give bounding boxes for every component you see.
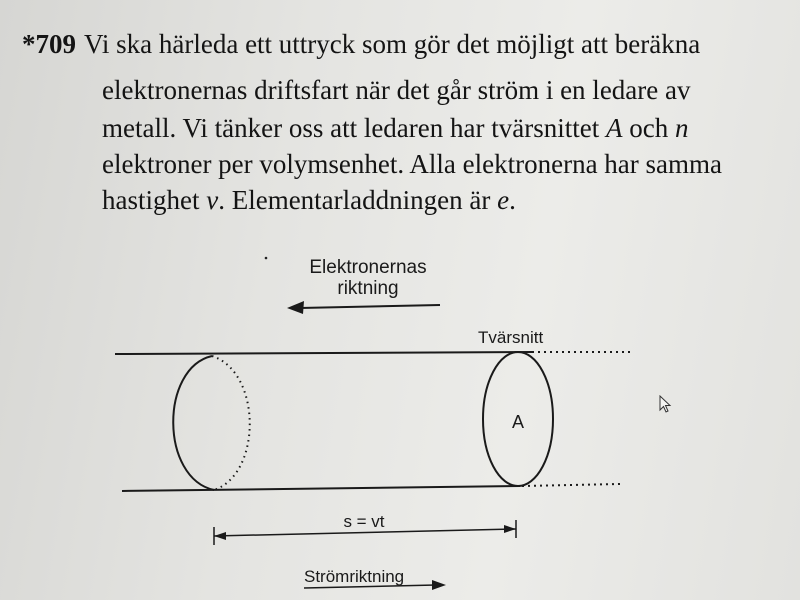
cross-section-label: Tvärsnitt xyxy=(478,328,544,347)
variable-n: n xyxy=(674,113,689,143)
area-label: A xyxy=(511,412,525,432)
problem-line-1: *709 Vi ska härleda ett uttryck som gör det möjligt att beräkna xyxy=(22,29,701,59)
left-cross-section-front xyxy=(173,356,214,490)
electron-direction-arrow-shaft xyxy=(300,305,440,308)
problem-line-2: elektronernas driftsfart när det går ström i en ledare av xyxy=(102,75,691,105)
electron-direction-arrowhead-icon xyxy=(287,301,304,314)
stray-dot xyxy=(265,257,268,260)
problem-number: *709 xyxy=(22,29,76,59)
variable-e: e xyxy=(497,185,510,215)
distance-arrowhead-left-icon xyxy=(214,532,226,540)
current-direction-label: Strömriktning xyxy=(304,567,405,586)
electron-direction-label-2: riktning xyxy=(337,278,399,299)
variable-a: A xyxy=(605,113,623,143)
mouse-cursor-icon xyxy=(659,395,673,415)
electron-direction-label-1: Elektronernas xyxy=(309,257,427,278)
distance-arrowhead-right-icon xyxy=(504,525,516,533)
distance-label: s = vt xyxy=(343,512,385,531)
problem-line-5: hastighet v. Elementarladdningen är e. xyxy=(102,185,516,215)
problem-line-4: elektroner per volymsenhet. Alla elektronerna har samma xyxy=(102,149,723,179)
cylinder-top-edge xyxy=(115,352,532,354)
cylinder-bottom-extension xyxy=(522,484,620,486)
cylinder-bottom-edge xyxy=(122,486,520,491)
current-direction-arrowhead-icon xyxy=(432,580,446,590)
left-cross-section-back xyxy=(212,356,250,490)
problem-line-3: metall. Vi tänker oss att ledaren har tvärsnittet A och n xyxy=(102,113,689,143)
variable-v: v xyxy=(206,185,219,215)
